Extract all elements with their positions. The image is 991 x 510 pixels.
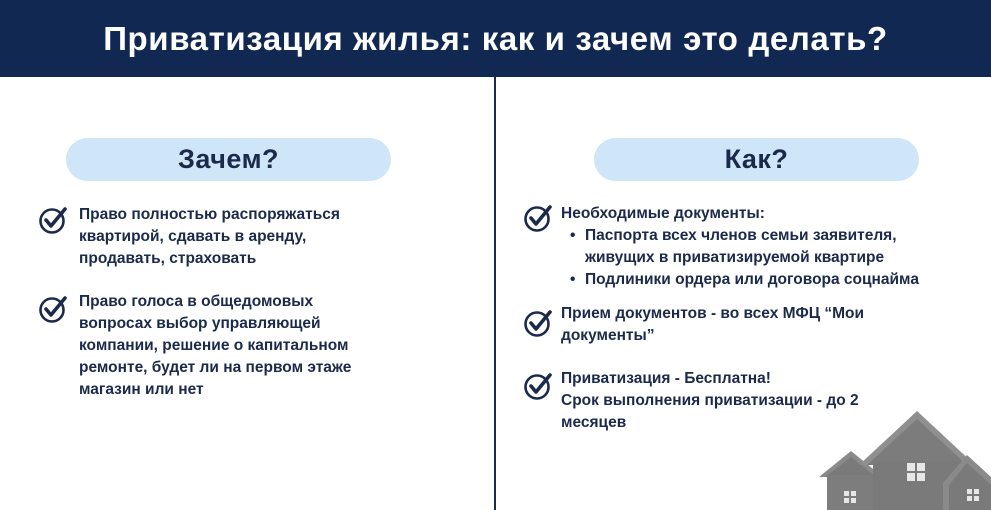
left-item-1 <box>79 204 340 270</box>
why-heading: Зачем? <box>66 138 391 181</box>
left-item-2-line: магазин или нет <box>79 381 204 398</box>
right-item-line: месяцев <box>561 414 627 431</box>
left-item-2 <box>79 291 351 401</box>
left-item-1-line: продавать, страховать <box>79 250 257 267</box>
right-item-line: Срок выполнения приватизации - до 2 <box>561 392 859 409</box>
docs-item-line: живущих в приватизируемой квартире <box>585 249 885 266</box>
left-item-2-line: компании, решение о капитальном <box>79 337 349 354</box>
check-circle-icon <box>523 371 553 401</box>
bullet-icon: • <box>570 271 576 288</box>
left-item-2-line: ремонте, будет ли на первом этаже <box>79 359 352 376</box>
check-circle-icon <box>523 308 553 338</box>
check-circle-icon <box>38 205 68 235</box>
houses-icon <box>815 405 991 510</box>
docs-list-item <box>570 225 919 269</box>
docs-list <box>570 225 919 291</box>
how-heading: Как? <box>594 138 919 181</box>
bullet-icon: • <box>570 227 576 244</box>
check-circle-icon <box>38 294 68 324</box>
check-circle-icon <box>523 203 553 233</box>
left-item-2-line: вопросах выбор управляющей <box>79 315 321 332</box>
docs-list-item <box>570 269 919 291</box>
left-item-2-line: Право голоса в общедомовых <box>79 293 314 310</box>
right-item-mfc <box>561 303 864 347</box>
right-item-line: Прием документов - во всех МФЦ “Мои <box>561 305 865 322</box>
docs-item-line: Подлиники ордера или договора соцнайма <box>585 271 919 288</box>
column-divider <box>494 77 496 510</box>
docs-title: Необходимые документы: <box>561 205 765 222</box>
docs-item-line: Паспорта всех членов семьи заявителя, <box>585 227 897 244</box>
page-title: Приватизация жилья: как и зачем это делать? <box>103 19 888 57</box>
header-banner <box>0 0 991 77</box>
left-item-1-line: квартирой, сдавать в аренду, <box>79 228 307 245</box>
left-item-1-line: Право полностью распоряжаться <box>79 206 340 223</box>
right-item-line: документы” <box>561 327 655 344</box>
right-item-free <box>561 368 859 434</box>
right-item-line: Приватизация - Бесплатна! <box>561 370 771 387</box>
